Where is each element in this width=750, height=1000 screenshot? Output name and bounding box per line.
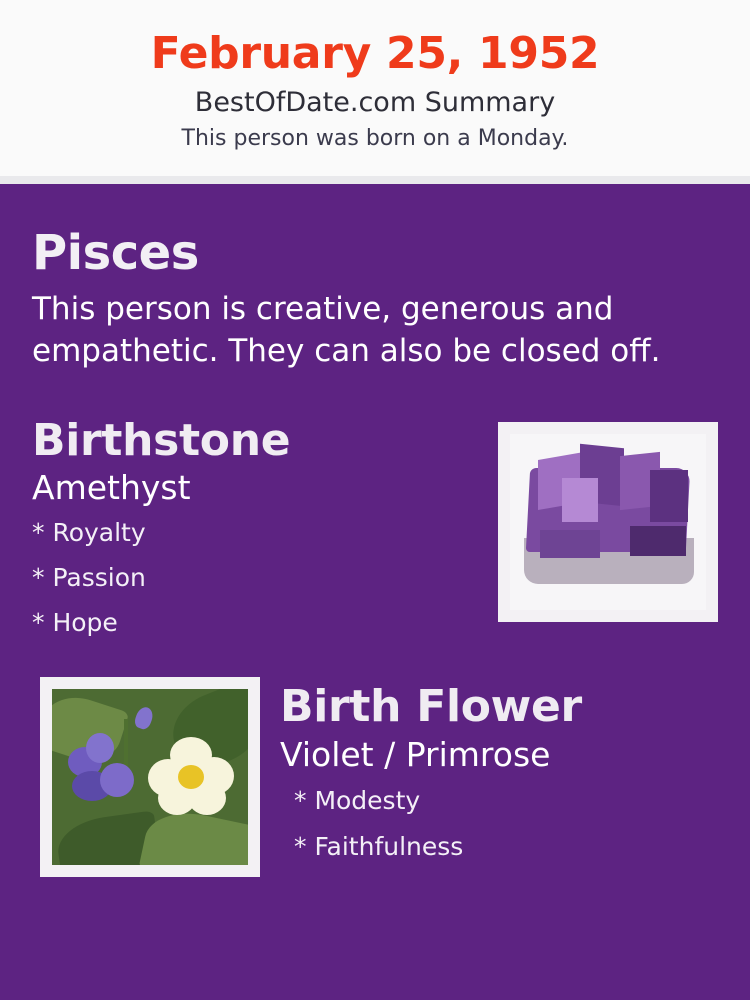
birthstone-trait: * Hope (32, 608, 118, 637)
birth-flower-text (280, 677, 718, 870)
details-panel (0, 184, 750, 1000)
birth-flower-trait: * Faithfulness (294, 832, 464, 861)
zodiac-sign-title: Pisces (32, 225, 199, 281)
birth-flower-trait: * Modesty (294, 786, 421, 815)
birthstone-trait: * Passion (32, 563, 146, 592)
birthstone-trait: * Royalty (32, 518, 146, 547)
birth-flower-section (32, 677, 718, 897)
page-header (0, 0, 750, 176)
header-divider (0, 176, 750, 184)
amethyst-cluster-photo (498, 422, 718, 622)
site-subtitle: BestOfDate.com Summary (194, 87, 556, 118)
flower-illustration (52, 689, 248, 865)
birth-flower-heading: Birth Flower (280, 681, 582, 732)
birthstone-heading: Birthstone (32, 415, 291, 466)
zodiac-description: This person is creative, generous and empathetic. They can also be closed off. (32, 291, 661, 369)
birthstone-name: Amethyst (32, 468, 191, 507)
page-title: February 25, 1952 (150, 28, 600, 79)
amethyst-illustration (510, 434, 706, 610)
violet-primrose-photo (40, 677, 260, 877)
birth-flower-name: Violet / Primrose (280, 735, 551, 774)
birthstone-section (32, 414, 718, 645)
birth-day-note: This person was born on a Monday. (181, 126, 569, 151)
